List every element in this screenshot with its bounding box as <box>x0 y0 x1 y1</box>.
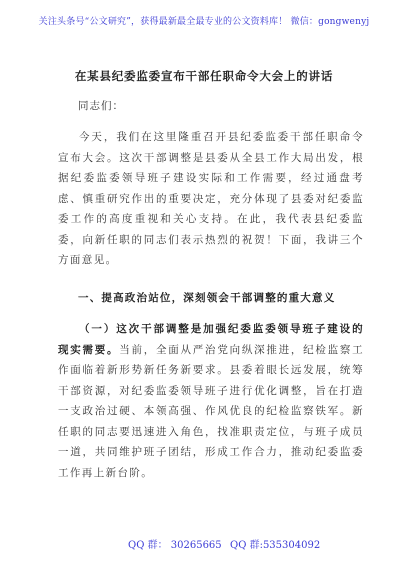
intro-paragraph: 今天，我们在这里隆重召开县纪委监委干部任职命令宣布大会。这次干部调整是县委从全县工作大局出发，根据纪委监委领导班子建设实际和工作需要，经过通盘考虑、慎重研究作出的重要决定，充分体现了县委对纪委监委工作的高度重视和关心支持。在此，我代表县纪委监委，向新任职的同志们表示热烈的祝贺！下面，我讲三个方面意见。 <box>58 131 364 266</box>
document-title: 在某县纪委监委宣布干部任职命令大会上的讲话 <box>74 69 334 83</box>
subsection-body: 当前，全面从严治党向纵深推进，纪检监察工作面临着新形势新任务新要求。县委着眼长远发展，统筹干部资源，对纪委监委领导班子进行优化调整，旨在打造一支政治过硬、本领高强、作风优良的纪检监察铁军。新任职的同志要迅速进入角色，找准职责定位，与班子成员一道，共同维护班子团结，形成工作合力，推动纪委监委工作再上新台阶。 <box>58 343 365 479</box>
subsection-paragraph <box>58 319 364 483</box>
footer-qq-group-1: QQ 群： 30265665 <box>128 540 222 551</box>
footer-qq-group-2: QQ 群:535304092 <box>230 540 321 551</box>
subsection-lead: （一）这次干部调整是加强纪委监委领导班子建设的现实需要。 <box>58 323 364 356</box>
header-promo-note: 关注头条号“公文研究”，获得最新最全最专业的公文资料库！ 微信：gongwenyj <box>38 17 370 27</box>
greeting: 同志们： <box>78 100 124 112</box>
section-heading-1: 一、提高政治站位，深刻领会干部调整的重大意义 <box>78 292 336 304</box>
